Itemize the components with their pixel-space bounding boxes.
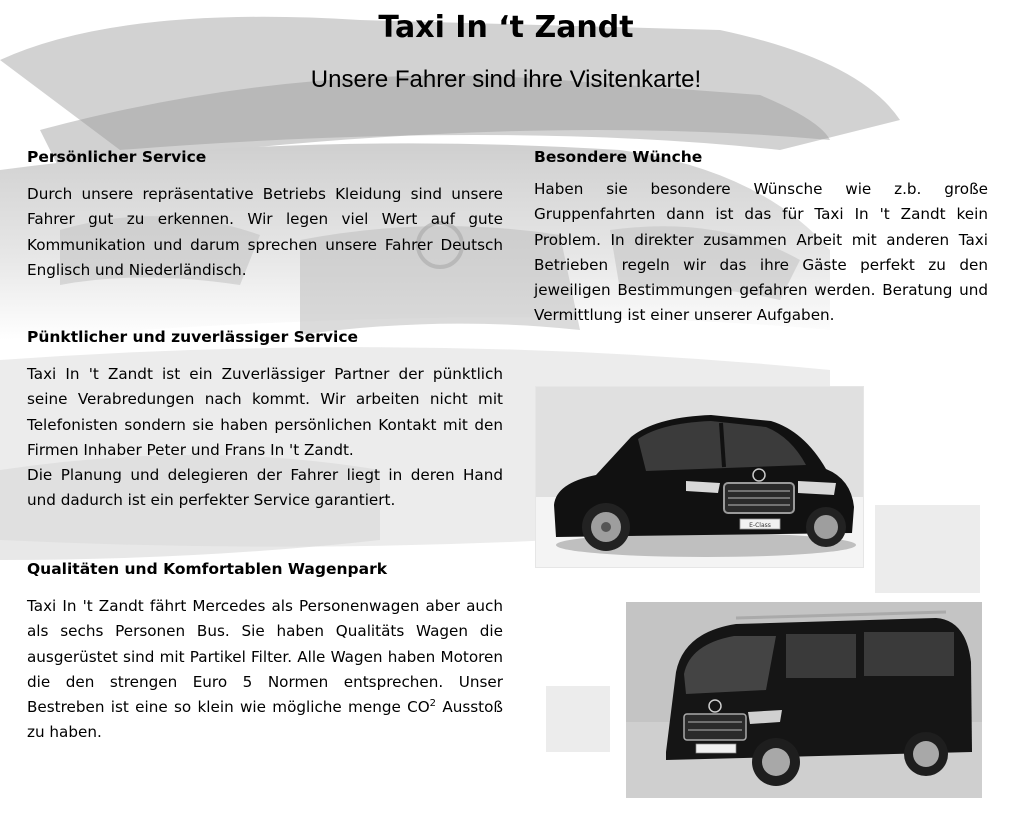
section-text: Durch unsere repräsentative Betriebs Kleidung sind unsere Fahrer gut zu erkennen. Wir legen viel Wert auf gute Kommunikation und darum sprechen unsere Fahrer Deutsch Englisch und Niederländisch. [27, 185, 503, 279]
section-text-main: Taxi In 't Zandt fährt Mercedes als Personenwagen aber auch als sechs Personen Bus. Sie haben Qualitäts Wagen die ausgerüstet sind mit Partikel Filter. Alle Wagen haben Motoren die den strengen Euro 5 Normen entsprechen. Unser Bestreben ist eine so klein wie mögliche menge CO [27, 597, 503, 717]
section-text: Haben sie besondere Wünsche wie z.b. große Gruppenfahrten dann ist das für Taxi In 't Zandt kein Problem. In direkter zusammen Arbeit mit anderen Taxi Betrieben regeln wir das ihre Gäste perfekt zu den jeweiligen Bestimmungen gefahren werden. Beratung und Vermittlung ist einer unserer Aufgaben. [534, 180, 988, 325]
decorative-box [875, 505, 980, 593]
section-text: Taxi In 't Zandt ist ein Zuverlässiger Partner der pünktlich seine Verabredungen nach kommt. Wir arbeiten nicht mit Telefonisten sondern sie haben persönlichen Kontakt mit den Firmen Inhaber Peter und Frans In 't Zandt. [27, 365, 503, 459]
sedan-photo [535, 386, 864, 568]
section-special-requests [534, 146, 988, 329]
decorative-box [546, 686, 610, 752]
section-personal-service [27, 146, 503, 283]
section-heading: Qualitäten und Komfortablen Wagenpark [27, 560, 388, 578]
section-heading: Besondere Wünche [534, 148, 703, 166]
page-subtitle: Unsere Fahrer sind ihre Visitenkarte! [310, 66, 702, 93]
van-photo [626, 602, 982, 798]
section-text: Die Planung und delegieren der Fahrer liegt in deren Hand und dadurch ist ein perfekter Service garantiert. [27, 466, 503, 510]
section-heading: Persönlicher Service [27, 148, 207, 166]
section-punctual-service [27, 326, 503, 514]
co2-superscript: 2 [429, 698, 437, 710]
page-title: Taxi In ‘t Zandt [378, 10, 634, 45]
section-text [27, 594, 503, 746]
section-text-end: Ausstoß zu haben. [27, 698, 503, 742]
section-vehicle-fleet [27, 558, 503, 746]
sedan-plate-text: E-Class [749, 522, 771, 529]
section-heading: Pünktlicher und zuverlässiger Service [27, 328, 359, 346]
